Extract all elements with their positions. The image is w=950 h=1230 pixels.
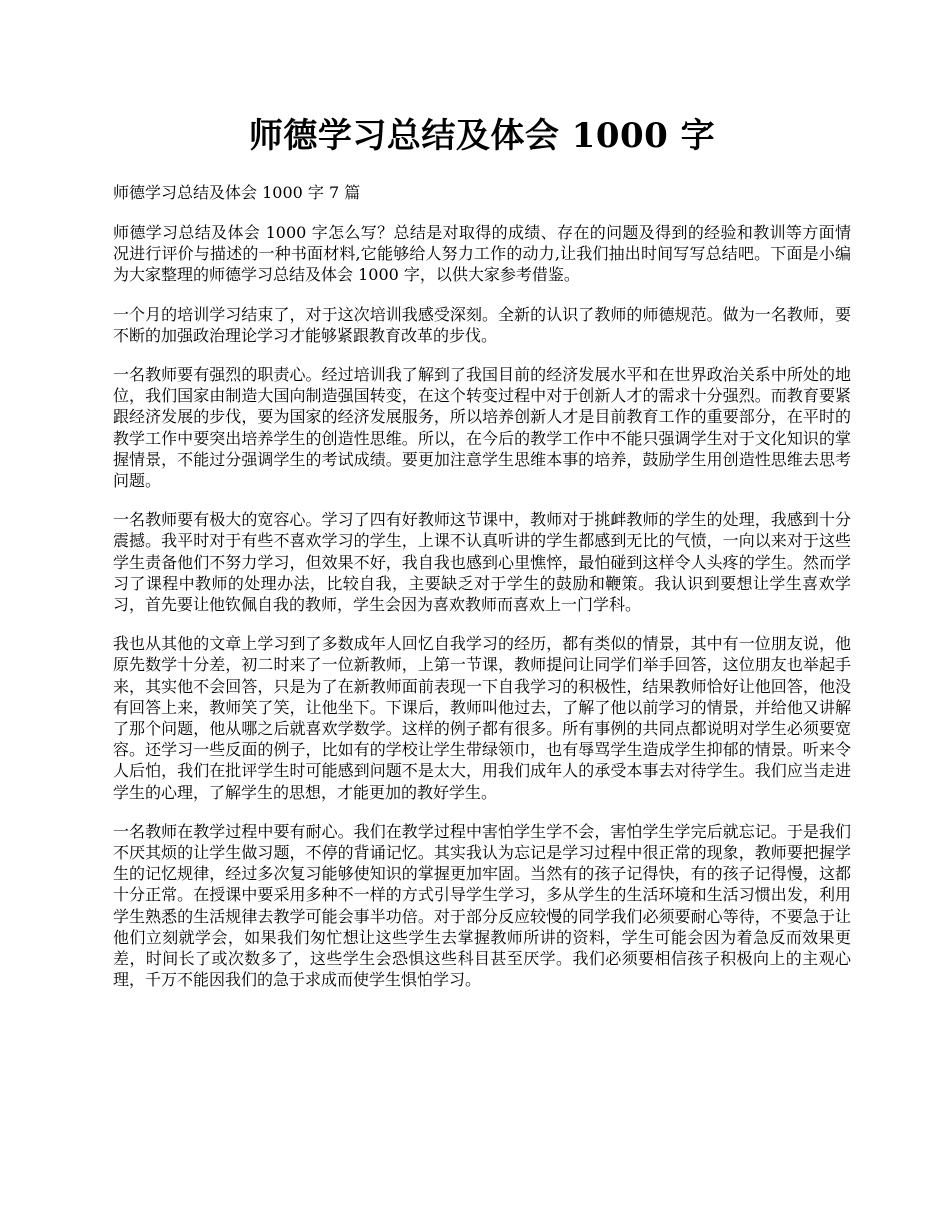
paragraph-intro: 师德学习总结及体会 1000 字怎么写？总结是对取得的成绩、存在的问题及得到的经验和教训等方面情况进行评价与描述的一种书面材料,它能够给人努力工作的动力,让我们抽出时间写写总结吧。下面是小编为大家整理的师德学习总结及体会 1000 字，以供大家参考借鉴。 [113,223,851,285]
paragraph-patience: 一名教师在教学过程中要有耐心。我们在教学过程中害怕学生学不会，害怕学生学完后就忘记。于是我们不厌其烦的让学生做习题，不停的背诵记忆。其实我认为忘记是学习过程中很正常的现象，教师要把握学生的记忆规律，经过多次复习能够使知识的掌握更加牢固。当然有的孩子记得快，有的孩子记得慢，这都十分正常。在授课中要采用多种不一样的方式引导学生学习，多从学生的生活环境和生活习惯出发，利用学生熟悉的生活规律去教学可能会事半功倍。对于部分反应较慢的同学我们必须要耐心等待，不要急于让他们立刻就学会，如果我们匆忙想让这些学生去掌握教师所讲的资料，学生可能会因为着急反而效果更差，时间长了或次数多了，这些学生会恐惧这些科目甚至厌学。我们必须要相信孩子积极向上的主观心理，千万不能因我们的急于求成而使学生惧怕学习。 [113,821,851,990]
paragraph-training-summary: 一个月的培训学习结束了，对于这次培训我感受深刻。全新的认识了教师的师德规范。做为一名教师，要不断的加强政治理论学习才能够紧跟教育改革的步伐。 [113,304,851,345]
document-title: 师德学习总结及体会 1000 字 [248,116,716,156]
document-subtitle: 师德学习总结及体会 1000 字 7 篇 [113,183,361,202]
paragraph-examples: 我也从其他的文章上学习到了多数成年人回忆自我学习的经历，都有类似的情景，其中有一位朋友说，他原先数学十分差，初二时来了一位新教师，上第一节课，教师提问让同学们举手回答，这位朋友也举起手来，其实他不会回答，只是为了在新教师面前表现一下自我学习的积极性，结果教师恰好让他回答，他没有回答上来，教师笑了笑，让他坐下。下课后，教师叫他过去，了解了他以前学习的情景，并给他又讲解了那个问题，他从哪之后就喜欢学数学。这样的例子都有很多。所有事例的共同点都说明对学生必须要宽容。还学习一些反面的例子，比如有的学校让学生带绿领巾，也有辱骂学生造成学生抑郁的情景。听来令人后怕，我们在批评学生时可能感到问题不是太大，用我们成年人的承受本事去对待学生。我们应当走进学生的心理，了解学生的思想，才能更加的教好学生。 [113,634,851,802]
paragraph-tolerance: 一名教师要有极大的宽容心。学习了四有好教师这节课中，教师对于挑衅教师的学生的处理，我感到十分震撼。我平时对于有些不喜欢学习的学生，上课不认真听讲的学生都感到无比的气愤，一向以来对于这些学生责备他们不努力学习，但效果不好，我自我也感到心里憔悴，最怕碰到这样令人头疼的学生。然而学习了课程中教师的处理办法，比较自我，主要缺乏对于学生的鼓励和鞭策。我认识到要想让学生喜欢学习，首先要让他钦佩自我的教师，学生会因为喜欢教师而喜欢上一门学科。 [113,510,851,615]
document-page [113,0,851,991]
paragraph-responsibility: 一名教师要有强烈的职责心。经过培训我了解到了我国目前的经济发展水平和在世界政治关系中所处的地位，我们国家由制造大国向制造强国转变，在这个转变过程中对于创新人才的需求十分强烈。而教育要紧跟经济发展的步伐，要为国家的经济发展服务，所以培养创新人才是目前教育工作的重要部分，在平时的教学工作中要突出培养学生的创造性思维。所以，在今后的教学工作中不能只强调学生对于文化知识的掌握情景，不能过分强调学生的考试成绩。要更加注意学生思维本事的培养，鼓励学生用创造性思维去思考问题。 [113,365,851,491]
